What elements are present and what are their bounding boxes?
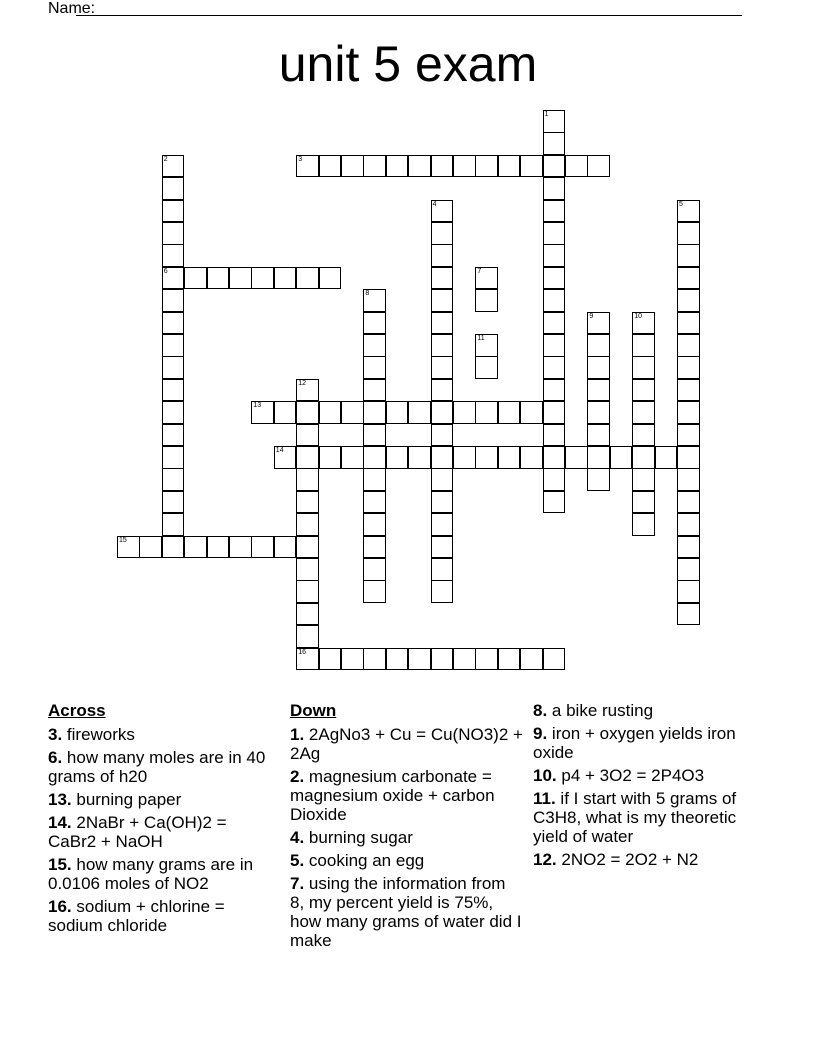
clue-across-6: 6. how many moles are in 40 grams of h20 bbox=[48, 748, 266, 786]
crossword-cell[interactable] bbox=[162, 468, 185, 491]
crossword-cell[interactable] bbox=[162, 356, 185, 379]
clue-down-11: 11. if I start with 5 grams of C3H8, what is my theoretic yield of water bbox=[533, 789, 737, 846]
clue-down-12: 12. 2NO2 = 2O2 + N2 bbox=[533, 850, 699, 869]
crossword-cell[interactable] bbox=[632, 334, 655, 357]
crossword-cell[interactable] bbox=[543, 200, 566, 223]
crossword-cell[interactable] bbox=[632, 379, 655, 402]
crossword-cell[interactable] bbox=[587, 424, 610, 447]
name-label: Name: bbox=[48, 0, 96, 17]
crossword-cell[interactable] bbox=[363, 424, 386, 447]
crossword-cell[interactable] bbox=[632, 446, 655, 469]
crossword-cell[interactable] bbox=[543, 312, 566, 335]
crossword-cell[interactable] bbox=[498, 155, 521, 178]
crossword-cell[interactable] bbox=[677, 424, 700, 447]
crossword-cell[interactable] bbox=[543, 244, 566, 267]
crossword-cell[interactable] bbox=[296, 267, 319, 290]
crossword-cell[interactable] bbox=[677, 536, 700, 559]
crossword-cell[interactable] bbox=[498, 446, 521, 469]
crossword-cell[interactable] bbox=[363, 580, 386, 603]
crossword-cell[interactable] bbox=[162, 513, 185, 536]
crossword-cell[interactable] bbox=[319, 267, 342, 290]
crossword-cell[interactable] bbox=[677, 312, 700, 335]
crossword-cell[interactable] bbox=[363, 536, 386, 559]
clue-down-10: 10. p4 + 3O2 = 2P4O3 bbox=[533, 766, 705, 785]
crossword-cell[interactable] bbox=[162, 267, 185, 290]
crossword-cell[interactable] bbox=[162, 200, 185, 223]
crossword-cell[interactable] bbox=[341, 401, 364, 424]
crossword-cell[interactable] bbox=[431, 468, 454, 491]
crossword-cell[interactable] bbox=[520, 648, 543, 671]
crossword-cell[interactable] bbox=[475, 334, 498, 357]
crossword-cell[interactable] bbox=[363, 468, 386, 491]
crossword-cell[interactable] bbox=[677, 558, 700, 581]
crossword-cell[interactable] bbox=[363, 155, 386, 178]
crossword-cell[interactable] bbox=[475, 155, 498, 178]
crossword-cell[interactable] bbox=[431, 424, 454, 447]
crossword-cell[interactable] bbox=[363, 491, 386, 514]
crossword-cell[interactable] bbox=[386, 155, 409, 178]
crossword-cell[interactable] bbox=[543, 177, 566, 200]
crossword-cell[interactable] bbox=[386, 446, 409, 469]
crossword-cell[interactable] bbox=[363, 312, 386, 335]
crossword-cell[interactable] bbox=[319, 648, 342, 671]
crossword-cell[interactable] bbox=[229, 536, 252, 559]
clue-number: 6 bbox=[163, 267, 168, 275]
crossword-cell[interactable] bbox=[408, 401, 431, 424]
crossword-cell[interactable] bbox=[296, 603, 319, 626]
crossword-cell[interactable] bbox=[475, 446, 498, 469]
down-heading: Down bbox=[290, 701, 337, 720]
clue-number: 2 bbox=[163, 155, 168, 163]
crossword-cell[interactable] bbox=[363, 446, 386, 469]
crossword-cell[interactable] bbox=[431, 401, 454, 424]
crossword-cell[interactable] bbox=[677, 334, 700, 357]
crossword-cell[interactable] bbox=[296, 401, 319, 424]
crossword-cell[interactable] bbox=[296, 468, 319, 491]
crossword-cell[interactable] bbox=[431, 536, 454, 559]
crossword-cell[interactable] bbox=[587, 379, 610, 402]
crossword-cell[interactable] bbox=[251, 267, 274, 290]
crossword-cell[interactable] bbox=[475, 289, 498, 312]
clue-number: 14 bbox=[275, 447, 284, 454]
crossword-cell[interactable] bbox=[677, 468, 700, 491]
crossword-cell[interactable] bbox=[453, 155, 476, 178]
crossword-cell[interactable] bbox=[341, 446, 364, 469]
crossword-cell[interactable] bbox=[117, 536, 140, 559]
crossword-cell[interactable] bbox=[543, 155, 566, 178]
crossword-cell[interactable] bbox=[475, 356, 498, 379]
crossword-cell[interactable] bbox=[363, 289, 386, 312]
crossword-cell[interactable] bbox=[587, 356, 610, 379]
clue-across-3: 3. fireworks bbox=[48, 725, 135, 744]
crossword-cell[interactable] bbox=[677, 267, 700, 290]
crossword-cell[interactable] bbox=[520, 155, 543, 178]
clue-down-5: 5. cooking an egg bbox=[290, 851, 425, 870]
clue-across-16: 16. sodium + chlorine = sodium chloride bbox=[48, 897, 225, 935]
page-title: unit 5 exam bbox=[278, 36, 538, 92]
crossword-cell[interactable] bbox=[162, 312, 185, 335]
clue-down-7: 7. using the information from 8, my percent yield is 75%, how many grams of water did I make bbox=[290, 874, 522, 950]
down-clues-continued bbox=[533, 701, 765, 873]
clue-number: 4 bbox=[432, 200, 437, 208]
crossword-cell[interactable] bbox=[431, 200, 454, 223]
crossword-cell[interactable] bbox=[431, 312, 454, 335]
crossword-cell[interactable] bbox=[162, 177, 185, 200]
clue-number: 3 bbox=[298, 155, 303, 163]
crossword-cell[interactable] bbox=[475, 401, 498, 424]
crossword-cell[interactable] bbox=[632, 312, 655, 335]
crossword-cell[interactable] bbox=[274, 536, 297, 559]
clue-down-1: 1. 2AgNo3 + Cu = Cu(NO3)2 + 2Ag bbox=[290, 725, 523, 763]
crossword-cell[interactable] bbox=[565, 155, 588, 178]
crossword-cell[interactable] bbox=[274, 401, 297, 424]
crossword-cell[interactable] bbox=[587, 155, 610, 178]
crossword-cell[interactable] bbox=[319, 401, 342, 424]
crossword-cell[interactable] bbox=[453, 401, 476, 424]
crossword-cell[interactable] bbox=[162, 379, 185, 402]
clue-number: 12 bbox=[298, 379, 306, 387]
crossword-cell[interactable] bbox=[453, 648, 476, 671]
clue-number: 9 bbox=[589, 312, 594, 320]
crossword-cell[interactable] bbox=[677, 446, 700, 469]
crossword-cell[interactable] bbox=[431, 513, 454, 536]
crossword-cell[interactable] bbox=[543, 491, 566, 514]
crossword-cell[interactable] bbox=[431, 558, 454, 581]
crossword-cell[interactable] bbox=[251, 401, 274, 424]
crossword-cell[interactable] bbox=[431, 356, 454, 379]
crossword-cell[interactable] bbox=[184, 267, 207, 290]
crossword-cell[interactable] bbox=[363, 401, 386, 424]
crossword-cell[interactable] bbox=[677, 491, 700, 514]
crossword-cell[interactable] bbox=[341, 648, 364, 671]
clue-down-9: 9. iron + oxygen yields iron oxide bbox=[533, 724, 736, 762]
crossword-cell[interactable] bbox=[162, 491, 185, 514]
crossword-cell[interactable] bbox=[475, 648, 498, 671]
crossword-cell[interactable] bbox=[408, 446, 431, 469]
crossword-cell[interactable] bbox=[543, 379, 566, 402]
crossword-cell[interactable] bbox=[363, 648, 386, 671]
clue-number: 10 bbox=[634, 312, 642, 320]
crossword-cell[interactable] bbox=[498, 401, 521, 424]
crossword-cell[interactable] bbox=[363, 356, 386, 379]
clue-down-2: 2. magnesium carbonate = magnesium oxide + carbon Dioxide bbox=[290, 767, 495, 824]
across-heading: Across bbox=[48, 701, 106, 720]
crossword-cell[interactable] bbox=[363, 558, 386, 581]
down-clues bbox=[290, 701, 524, 954]
crossword-cell[interactable] bbox=[543, 648, 566, 671]
crossword-cell[interactable] bbox=[543, 222, 566, 245]
crossword-cell[interactable] bbox=[207, 536, 230, 559]
crossword-cell[interactable] bbox=[363, 334, 386, 357]
crossword-cell[interactable] bbox=[632, 401, 655, 424]
crossword-cell[interactable] bbox=[677, 401, 700, 424]
crossword-cell[interactable] bbox=[632, 424, 655, 447]
crossword-cell[interactable] bbox=[162, 401, 185, 424]
crossword-cell[interactable] bbox=[677, 200, 700, 223]
crossword-cell[interactable] bbox=[475, 267, 498, 290]
crossword-cell[interactable] bbox=[677, 603, 700, 626]
clue-number: 13 bbox=[253, 402, 262, 410]
crossword-cell[interactable] bbox=[162, 334, 185, 357]
crossword-cell[interactable] bbox=[587, 468, 610, 491]
crossword-cell[interactable] bbox=[207, 267, 230, 290]
clue-down-4: 4. burning sugar bbox=[290, 828, 413, 847]
crossword-cell[interactable] bbox=[431, 267, 454, 290]
clue-number: 16 bbox=[298, 648, 306, 656]
crossword-cell[interactable] bbox=[610, 446, 633, 469]
crossword-cell[interactable] bbox=[543, 132, 566, 155]
crossword-cell[interactable] bbox=[274, 446, 297, 469]
crossword-cell[interactable] bbox=[296, 424, 319, 447]
crossword-cell[interactable] bbox=[296, 625, 319, 648]
crossword-cell[interactable] bbox=[386, 401, 409, 424]
crossword-cell[interactable] bbox=[274, 267, 297, 290]
clue-across-14: 14. 2NaBr + Ca(OH)2 = CaBr2 + NaOH bbox=[48, 813, 227, 851]
crossword-cell[interactable] bbox=[543, 356, 566, 379]
crossword-cell[interactable] bbox=[431, 334, 454, 357]
crossword-cell[interactable] bbox=[587, 401, 610, 424]
crossword-cell[interactable] bbox=[162, 244, 185, 267]
crossword-cell[interactable] bbox=[162, 446, 185, 469]
crossword-cell[interactable] bbox=[632, 356, 655, 379]
clue-number: 7 bbox=[477, 267, 482, 275]
crossword-cell[interactable] bbox=[431, 446, 454, 469]
crossword-cell[interactable] bbox=[162, 222, 185, 245]
crossword-cell[interactable] bbox=[296, 558, 319, 581]
crossword-cell[interactable] bbox=[341, 155, 364, 178]
crossword-cell[interactable] bbox=[498, 648, 521, 671]
crossword-cell[interactable] bbox=[677, 244, 700, 267]
crossword-cell[interactable] bbox=[386, 648, 409, 671]
across-clues bbox=[48, 701, 276, 939]
clue-down-8: 8. a bike rusting bbox=[533, 701, 654, 720]
crossword-cell[interactable] bbox=[296, 446, 319, 469]
crossword-cell[interactable] bbox=[162, 155, 185, 178]
crossword-cell[interactable] bbox=[677, 289, 700, 312]
clue-number: 15 bbox=[119, 536, 127, 544]
crossword-cell[interactable] bbox=[543, 334, 566, 357]
crossword-cell[interactable] bbox=[162, 289, 185, 312]
clue-across-13: 13. burning paper bbox=[48, 790, 182, 809]
crossword-cell[interactable] bbox=[543, 468, 566, 491]
crossword-cell[interactable] bbox=[431, 491, 454, 514]
crossword-cell[interactable] bbox=[565, 446, 588, 469]
crossword-cell[interactable] bbox=[543, 401, 566, 424]
crossword-cell[interactable] bbox=[520, 401, 543, 424]
crossword-cell[interactable] bbox=[251, 536, 274, 559]
crossword-cell[interactable] bbox=[363, 379, 386, 402]
crossword-cell[interactable] bbox=[632, 513, 655, 536]
crossword-cell[interactable] bbox=[632, 491, 655, 514]
crossword-cell[interactable] bbox=[453, 446, 476, 469]
crossword-cell[interactable] bbox=[655, 446, 678, 469]
clue-number: 1 bbox=[544, 111, 549, 118]
crossword-cell[interactable] bbox=[677, 356, 700, 379]
crossword-cell[interactable] bbox=[139, 536, 162, 559]
crossword-cell[interactable] bbox=[543, 446, 566, 469]
crossword-cell[interactable] bbox=[431, 244, 454, 267]
crossword-cell[interactable] bbox=[408, 155, 431, 178]
crossword-cell[interactable] bbox=[677, 222, 700, 245]
crossword-cell[interactable] bbox=[431, 289, 454, 312]
crossword-cell[interactable] bbox=[431, 222, 454, 245]
crossword-cell[interactable] bbox=[543, 267, 566, 290]
crossword-cell[interactable] bbox=[431, 580, 454, 603]
crossword-cell[interactable] bbox=[587, 312, 610, 335]
crossword-cell[interactable] bbox=[408, 648, 431, 671]
crossword-cell[interactable] bbox=[296, 155, 319, 178]
crossword-cell[interactable] bbox=[431, 648, 454, 671]
crossword-cell[interactable] bbox=[296, 379, 319, 402]
crossword-cell[interactable] bbox=[319, 446, 342, 469]
crossword-cell[interactable] bbox=[677, 580, 700, 603]
crossword-cell[interactable] bbox=[363, 513, 386, 536]
crossword-cell[interactable] bbox=[587, 334, 610, 357]
crossword-cell[interactable] bbox=[677, 513, 700, 536]
crossword-cell[interactable] bbox=[587, 446, 610, 469]
crossword-cell[interactable] bbox=[520, 446, 543, 469]
crossword-cell[interactable] bbox=[677, 379, 700, 402]
crossword-cell[interactable] bbox=[431, 155, 454, 178]
clue-across-15: 15. how many grams are in 0.0106 moles of NO2 bbox=[48, 855, 254, 893]
crossword-cell[interactable] bbox=[184, 536, 207, 559]
clue-number: 5 bbox=[679, 200, 683, 208]
crossword-cell[interactable] bbox=[319, 155, 342, 178]
crossword-cell[interactable] bbox=[296, 580, 319, 603]
crossword-cell[interactable] bbox=[229, 267, 252, 290]
crossword-cell[interactable] bbox=[632, 468, 655, 491]
crossword-cell[interactable] bbox=[543, 289, 566, 312]
crossword-cell[interactable] bbox=[543, 424, 566, 447]
crossword-cell[interactable] bbox=[431, 379, 454, 402]
crossword-cell[interactable] bbox=[162, 424, 185, 447]
crossword-cell[interactable] bbox=[543, 110, 566, 133]
clue-number: 11 bbox=[477, 335, 485, 342]
crossword-cell[interactable] bbox=[296, 536, 319, 559]
clue-number: 8 bbox=[365, 290, 370, 298]
crossword-cell[interactable] bbox=[296, 491, 319, 514]
crossword-cell[interactable] bbox=[296, 513, 319, 536]
crossword-cell[interactable] bbox=[162, 536, 185, 559]
crossword-cell[interactable] bbox=[296, 648, 319, 671]
